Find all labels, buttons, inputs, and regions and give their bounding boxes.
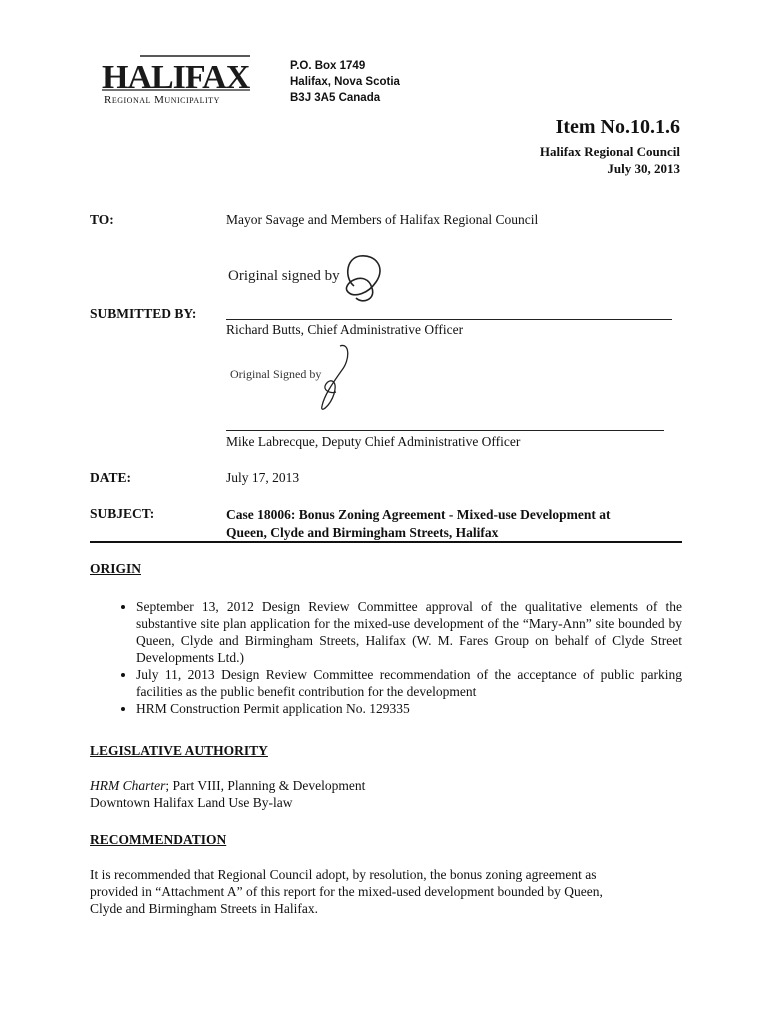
list-item: • September 13, 2012 Design Review Committee approval of the qualitative elements of the substantive site plan application for the mixed-use development of the “Mary-Ann” site bounded by Queen, Clyde and Birmingham Streets, Halifax (W. M. Fares Group on behalf of Clyde Street Developments Ltd.) bbox=[136, 598, 682, 666]
signer-2: Mike Labrecque, Deputy Chief Administrative Officer bbox=[226, 434, 521, 449]
recommendation-text bbox=[90, 866, 603, 917]
meeting-date: July 30, 2013 bbox=[607, 161, 680, 176]
legislative-text bbox=[90, 777, 365, 811]
recommendation-line: It is recommended that Regional Council adopt, by resolution, the bonus zoning agreement as bbox=[90, 867, 597, 882]
signature-caption: Original signed by bbox=[228, 268, 340, 284]
origin-list bbox=[110, 598, 682, 717]
signature-caption: Original Signed by bbox=[230, 367, 322, 381]
subject-value bbox=[226, 506, 610, 542]
submitted-label: SUBMITTED BY: bbox=[90, 306, 197, 321]
address-block bbox=[290, 58, 400, 106]
legislative-heading: LEGISLATIVE AUTHORITY bbox=[90, 743, 268, 758]
council-block bbox=[540, 143, 680, 177]
subject-line: Case 18006: Bonus Zoning Agreement - Mixed-use Development at bbox=[226, 507, 611, 522]
address-line: P.O. Box 1749 bbox=[290, 60, 366, 72]
signature-line-2 bbox=[226, 430, 664, 431]
to-value: Mayor Savage and Members of Halifax Regional Council bbox=[226, 212, 539, 227]
signer-1: Richard Butts, Chief Administrative Officer bbox=[226, 322, 464, 337]
list-item: • HRM Construction Permit application No. 129335 bbox=[136, 700, 682, 717]
logo-wordmark-text: HALIFAX bbox=[102, 59, 250, 96]
to-label: TO: bbox=[90, 212, 114, 227]
recommendation-line: Clyde and Birmingham Streets in Halifax. bbox=[90, 901, 318, 916]
date-label: DATE: bbox=[90, 470, 132, 485]
charter-title: HRM Charter bbox=[90, 778, 166, 793]
recommendation-line: provided in “Attachment A” of this report for the mixed-used development bounded by Queen, bbox=[90, 884, 603, 899]
subject-line: Queen, Clyde and Birmingham Streets, Halifax bbox=[226, 525, 499, 540]
recommendation-heading: RECOMMENDATION bbox=[90, 832, 227, 847]
address-line: B3J 3A5 Canada bbox=[290, 92, 381, 104]
origin-heading: ORIGIN bbox=[90, 561, 142, 576]
signature-line-1 bbox=[226, 319, 672, 320]
legislative-line bbox=[90, 777, 365, 794]
legislative-line: Downtown Halifax Land Use By-law bbox=[90, 795, 293, 810]
subject-divider bbox=[90, 541, 682, 543]
date-value: July 17, 2013 bbox=[226, 470, 300, 485]
charter-rest: ; Part VIII, Planning & Development bbox=[165, 778, 366, 793]
signature-image-2 bbox=[226, 340, 386, 414]
council-name: Halifax Regional Council bbox=[539, 144, 680, 159]
list-item: • July 11, 2013 Design Review Committee recommendation of the acceptance of public parking facilities as the public benefit contribution for the development bbox=[136, 666, 682, 700]
signature-image-1 bbox=[226, 248, 406, 306]
subject-label: SUBJECT: bbox=[90, 506, 155, 521]
address-line: Halifax, Nova Scotia bbox=[290, 76, 400, 88]
logo-subtitle: Regional Municipality bbox=[104, 94, 220, 106]
item-number: Item No.10.1.6 bbox=[555, 116, 680, 138]
